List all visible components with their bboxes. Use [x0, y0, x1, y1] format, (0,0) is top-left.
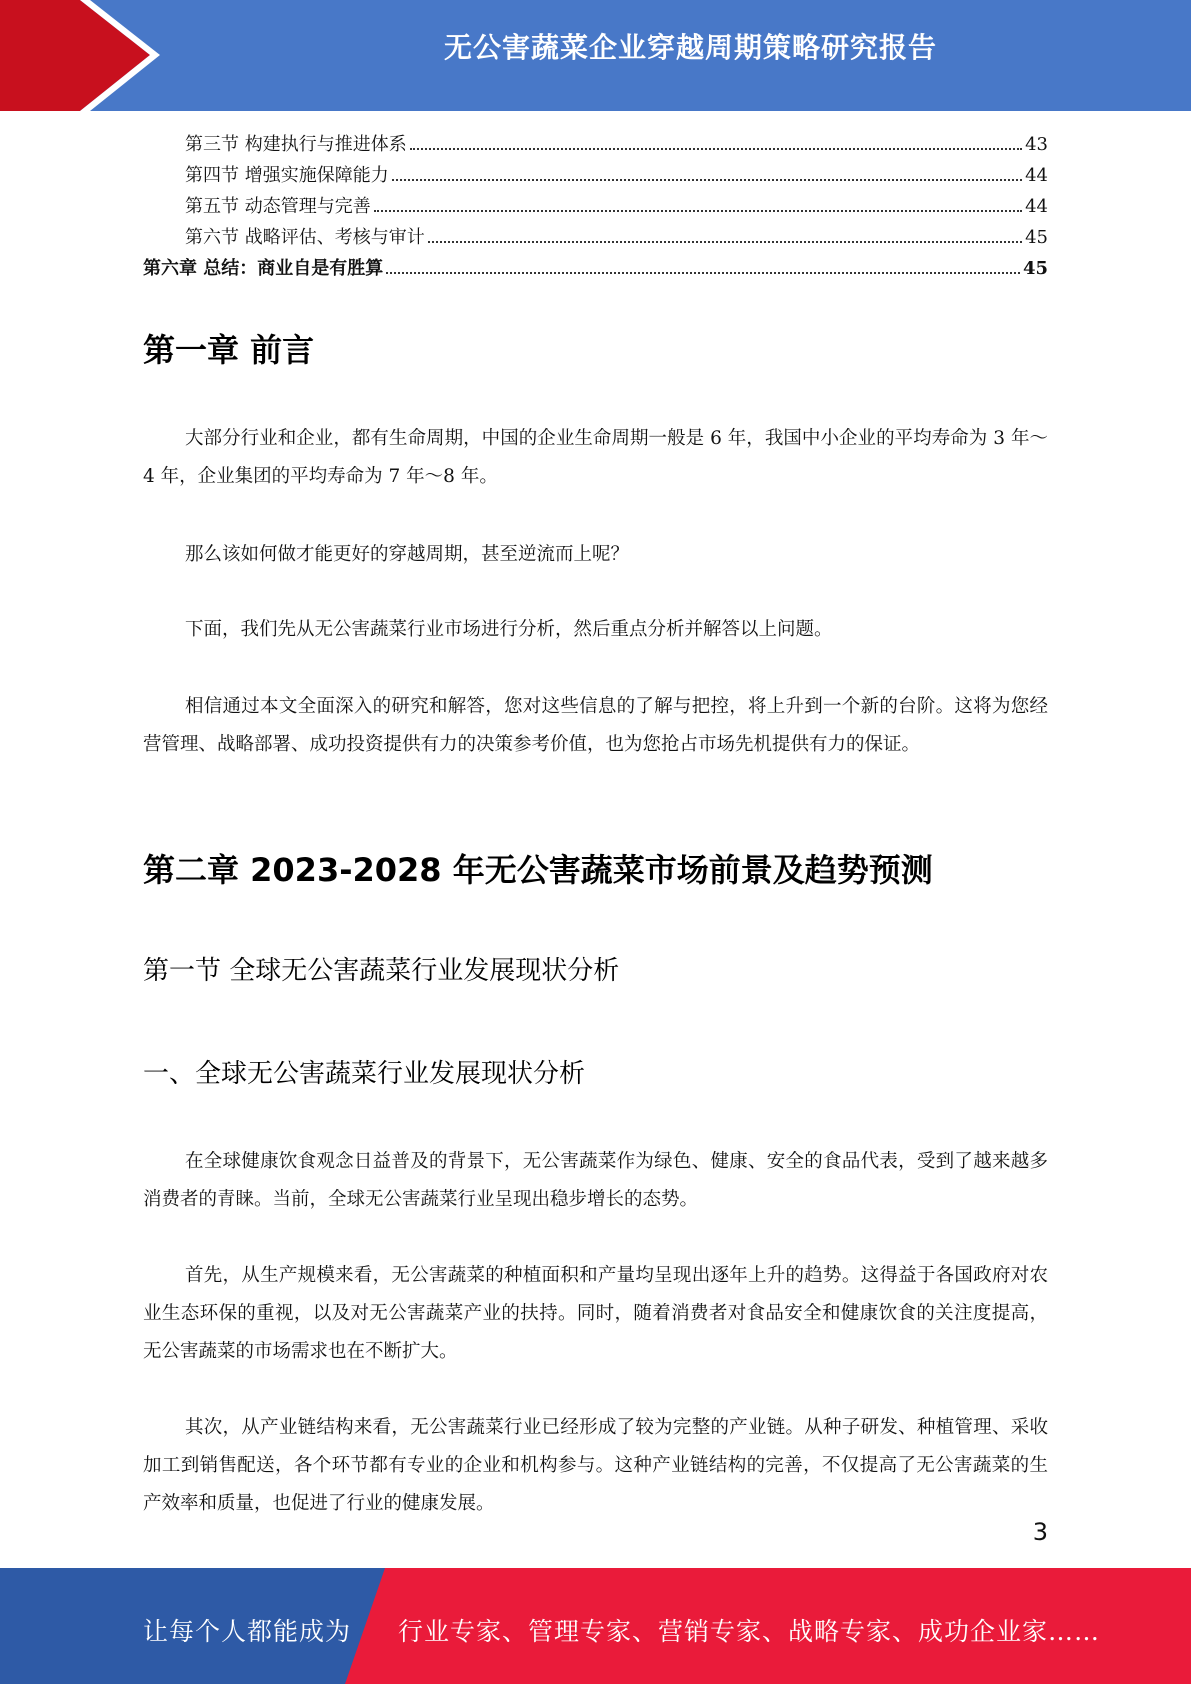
- toc-leader-dots: [386, 272, 1020, 274]
- toc-entry-label: 第四节 增强实施保障能力: [185, 165, 389, 186]
- toc-entry-page: 45: [1025, 227, 1048, 248]
- toc-leader-dots: [410, 148, 1022, 150]
- header-arrow-graphic: [0, 0, 200, 111]
- paragraph: 相信通过本文全面深入的研究和解答，您对这些信息的了解与把控，将上升到一个新的台阶。这将为您经营管理、战略部署、成功投资提供有力的决策参考价值，也为您抢占市场先机提供有力的保证。: [143, 696, 1048, 755]
- page-header: [0, 0, 1191, 111]
- paragraph: 在全球健康饮食观念日益普及的背景下，无公害蔬菜作为绿色、健康、安全的食品代表，受到了越来越多消费者的青睐。当前，全球无公害蔬菜行业呈现出稳步增长的态势。: [143, 1151, 1048, 1210]
- paragraph: 首先，从生产规模来看，无公害蔬菜的种植面积和产量均呈现出逐年上升的趋势。这得益于各国政府对农业生态环保的重视，以及对无公害蔬菜产业的扶持。同时，随着消费者对食品安全和健康饮食的关注度提高，无公害蔬菜的市场需求也在不断扩大。: [143, 1265, 1048, 1362]
- toc-entry-page: 44: [1025, 165, 1048, 186]
- toc-entry[interactable]: [143, 192, 1048, 223]
- toc-entry-label: 第六节 战略评估、考核与审计: [185, 227, 425, 248]
- header-title: 无公害蔬菜企业穿越周期策略研究报告: [443, 31, 937, 64]
- chapter-title: 第二章 2023-2028 年无公害蔬菜市场前景及趋势预测: [143, 851, 933, 889]
- section-title: 第一节 全球无公害蔬菜行业发展现状分析: [143, 956, 620, 986]
- toc-entry-label: 第三节 构建执行与推进体系: [185, 134, 407, 155]
- table-of-contents: [143, 130, 1048, 285]
- paragraph: 那么该如何做才能更好的穿越周期，甚至逆流而上呢？: [185, 544, 630, 565]
- toc-entry[interactable]: [143, 130, 1048, 161]
- footer-slogan-right: 行业专家、管理专家、营销专家、战略专家、成功企业家……: [398, 1617, 1101, 1646]
- paragraph: 大部分行业和企业，都有生命周期，中国的企业生命周期一般是 6 年，我国中小企业的平均寿命为 3 年～4 年，企业集团的平均寿命为 7 年～8 年。: [143, 428, 1048, 487]
- paragraph: 下面，我们先从无公害蔬菜行业市场进行分析，然后重点分析并解答以上问题。: [185, 619, 833, 640]
- subsection-title: 一、全球无公害蔬菜行业发展现状分析: [143, 1059, 586, 1089]
- page-number: 3: [1032, 1518, 1048, 1546]
- chapter-title: 第一章 前言: [143, 331, 315, 369]
- toc-entry[interactable]: [143, 161, 1048, 192]
- toc-leader-dots: [374, 210, 1022, 212]
- toc-entry-page: 43: [1025, 134, 1048, 155]
- toc-entry-label: 第六章 总结：商业自是有胜算: [143, 258, 384, 279]
- toc-entry[interactable]: [143, 223, 1048, 254]
- toc-entry-label: 第五节 动态管理与完善: [185, 196, 371, 217]
- footer-slogan-left: 让每个人都能成为: [143, 1617, 352, 1646]
- page-footer: [0, 1568, 1191, 1684]
- paragraph: 其次，从产业链结构来看，无公害蔬菜行业已经形成了较为完整的产业链。从种子研发、种植管理、采收加工到销售配送，各个环节都有专业的企业和机构参与。这种产业链结构的完善，不仅提高了无公害蔬菜的生产效率和质量，也促进了行业的健康发展。: [143, 1417, 1048, 1514]
- toc-leader-dots: [392, 179, 1022, 181]
- toc-leader-dots: [428, 241, 1022, 243]
- toc-entry-page: 45: [1022, 258, 1048, 279]
- toc-chapter-entry[interactable]: [143, 254, 1048, 285]
- toc-entry-page: 44: [1025, 196, 1048, 217]
